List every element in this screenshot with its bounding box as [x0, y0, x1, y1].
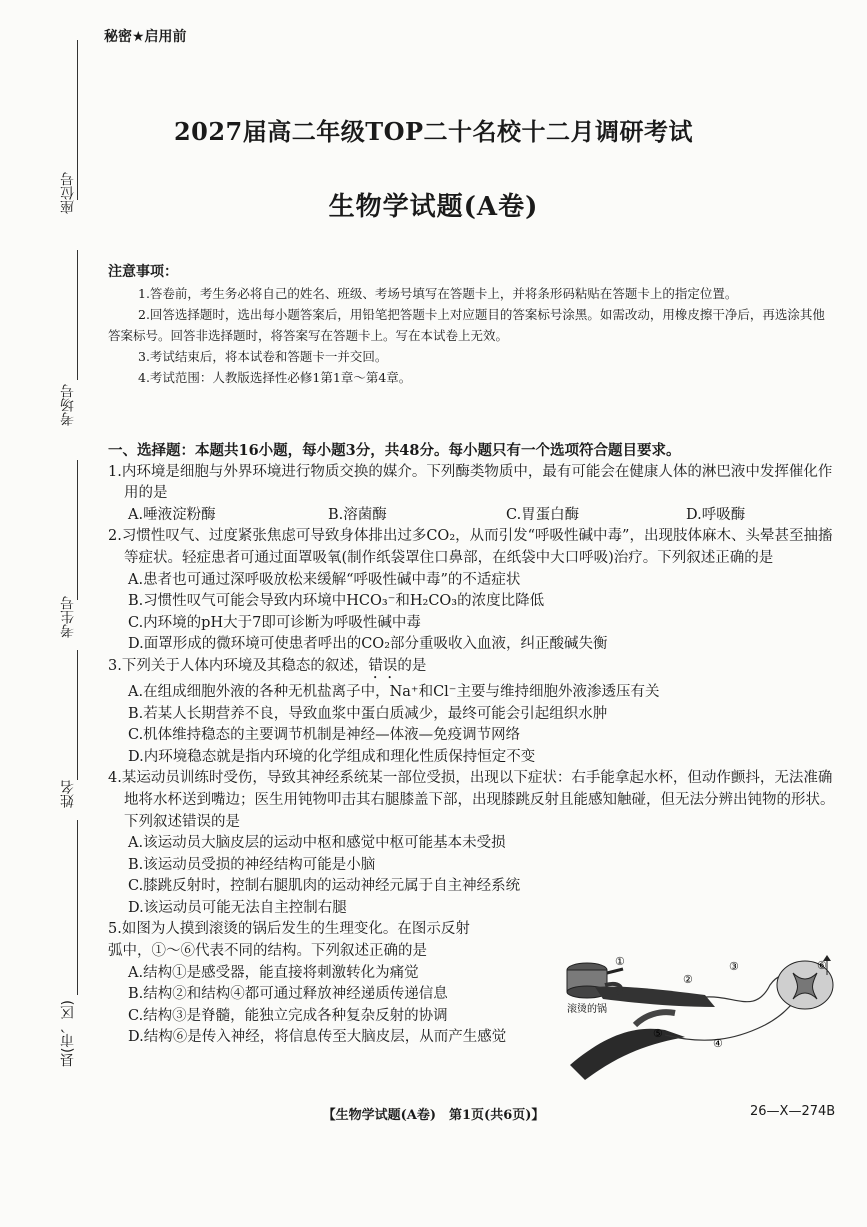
- question-5-stem: 5.如图为人摸到滚烫的锅后发生的生理变化。在图示反射: [108, 921, 470, 938]
- option-b: B.溶菌酶: [328, 506, 387, 523]
- notice-item: 2.回答选择题时，选出每小题答案后，用铅笔把答题卡上对应题目的答案标号涂黑。如需改动，用橡皮擦干净后，再选涂其他答案标号。回答非选择题时，将答案写在答题卡上。写在本试卷上无效。: [108, 307, 825, 343]
- notice-item: 4.考试范围：人教版选择性必修1第1章～第4章。: [138, 370, 412, 385]
- question-3-stem: [108, 656, 838, 682]
- option-b: B.该运动员受损的神经结构可能是小脑: [128, 856, 376, 873]
- question-5-block: [108, 919, 563, 1049]
- option-d: D.该运动员可能无法自主控制右腿: [128, 899, 347, 916]
- seat-number-label: 座位号: [60, 172, 76, 214]
- option-d: D.面罩形成的微环境可使患者呼出的CO₂部分重吸收入血液，纠正酸碱失衡: [128, 636, 608, 653]
- question-3-emphasis: 错误: [368, 657, 398, 674]
- label-2: ②: [683, 973, 693, 986]
- option-a: A.唾液淀粉酶: [128, 506, 216, 523]
- label-1: ①: [615, 955, 625, 968]
- option-b: B.习惯性叹气可能会导致内环境中HCO₃⁻和H₂CO₃的浓度比降低: [128, 593, 545, 610]
- option-c: C.膝跳反射时，控制右腿肌肉的运动神经元属于自主神经系统: [128, 878, 521, 895]
- notice-item: 3.考试结束后，将本试卷和答题卡一并交回。: [138, 349, 388, 364]
- notice-item: 1.答卷前，考生务必将自己的姓名、班级、考场号填写在答题卡上，并将条形码粘贴在答题卡上的指定位置。: [138, 286, 738, 301]
- candidate-number-label: 考生号: [60, 596, 76, 638]
- pot-label: 滚烫的锅: [567, 1004, 607, 1015]
- notice-heading: 注意事项：: [108, 264, 178, 280]
- option-a: A.在组成细胞外液的各种无机盐离子中，Na⁺和Cl⁻主要与维持细胞外液渗透压有关: [128, 683, 660, 700]
- option-b: B.若某人长期营养不良，导致血浆中蛋白质减少，最终可能会引起组织水肿: [128, 705, 608, 722]
- section-heading: 一、选择题：本题共16小题，每小题3分，共48分。每小题只有一个选项符合题目要求。: [108, 442, 681, 459]
- arm-muscle-shape: [635, 1012, 675, 1025]
- option-c: C.机体维持稳态的主要调节机制是神经—体液—免疫调节网络: [128, 727, 521, 744]
- notice-section: [108, 262, 828, 388]
- option-a: A.患者也可通过深呼吸放松来缓解“呼吸性碱中毒”的不适症状: [128, 571, 521, 588]
- exam-room-label: 考场号: [60, 384, 76, 426]
- option-c: C.内环境的pH大于7即可诊断为呼吸性碱中毒: [128, 614, 421, 631]
- upper-arm-shape: [595, 987, 715, 1007]
- option-d: D.结构⑥是传入神经，将信息传至大脑皮层，从而产生感觉: [128, 1029, 507, 1046]
- label-6: ⑥: [817, 959, 827, 972]
- question-4-stem: 4.某运动员训练时受伤，导致其神经系统某一部位受损，出现以下症状：右手能拿起水杯，但动作颤抖，无法准确地将水杯送到嘴边；医生用钝物叩击其右腿膝盖下部，出现膝跳反射且能感知触碰，但无法分辨出钝物的形状。下列叙述错误的是: [108, 770, 835, 830]
- label-4: ④: [713, 1037, 723, 1050]
- page-footer: 【生物学试题(A卷) 第1页(共6页)】: [322, 1108, 545, 1123]
- question-1-options: [108, 505, 838, 527]
- option-b: B.结构②和结构④都可通过释放神经递质传递信息: [128, 986, 448, 1003]
- option-c: C.胃蛋白酶: [506, 506, 580, 523]
- exam-title: 2027届高二年级TOP二十名校十二月调研考试: [173, 117, 694, 146]
- question-3-stem-part: 3.下列关于人体内环境及其稳态的叙述，: [108, 657, 369, 674]
- option-c: C.结构③是脊髓，能独立完成各种复杂反射的协调: [128, 1007, 448, 1024]
- county-label: 县(市、区): [60, 1000, 76, 1067]
- reflex-arc-figure: [565, 955, 840, 1090]
- question-2-stem: 2.习惯性叹气、过度紧张焦虑可导致身体排出过多CO₂，从而引发“呼吸性碱中毒”，出现肢体麻木、头晕甚至抽搐等症状。轻症患者可通过面罩吸氧(制作纸袋罩住口鼻部，在纸袋中大口呼吸)治疗。下列叙述正确的是: [108, 528, 833, 566]
- forearm-shape: [570, 1029, 685, 1080]
- paper-code: 26—X—274B: [750, 1104, 836, 1119]
- label-3: ③: [729, 960, 739, 973]
- option-a: A.结构①是感受器，能直接将刺激转化为痛觉: [128, 964, 419, 981]
- confidential-label: 秘密★启用前: [104, 29, 187, 45]
- subject-title: 生物学试题(A卷): [328, 192, 539, 222]
- question-1-stem: 1.内环境是细胞与外界环境进行物质交换的媒介。下列酶类物质中，最有可能会在健康人体的淋巴液中发挥催化作用的是: [108, 463, 833, 502]
- name-label: 姓名: [60, 780, 76, 808]
- question-5-stem-cont: 弧中，①～⑥代表不同的结构。下列叙述正确的是: [108, 943, 427, 960]
- question-3-stem-end: 的是: [397, 657, 427, 674]
- label-5: ⑤: [653, 1027, 663, 1040]
- option-d: D.呼吸酶: [686, 506, 746, 523]
- option-d: D.内环境稳态就是指内环境的化学组成和理化性质保持恒定不变: [128, 748, 536, 765]
- option-a: A.该运动员大脑皮层的运动中枢和感觉中枢可能基本未受损: [128, 835, 506, 852]
